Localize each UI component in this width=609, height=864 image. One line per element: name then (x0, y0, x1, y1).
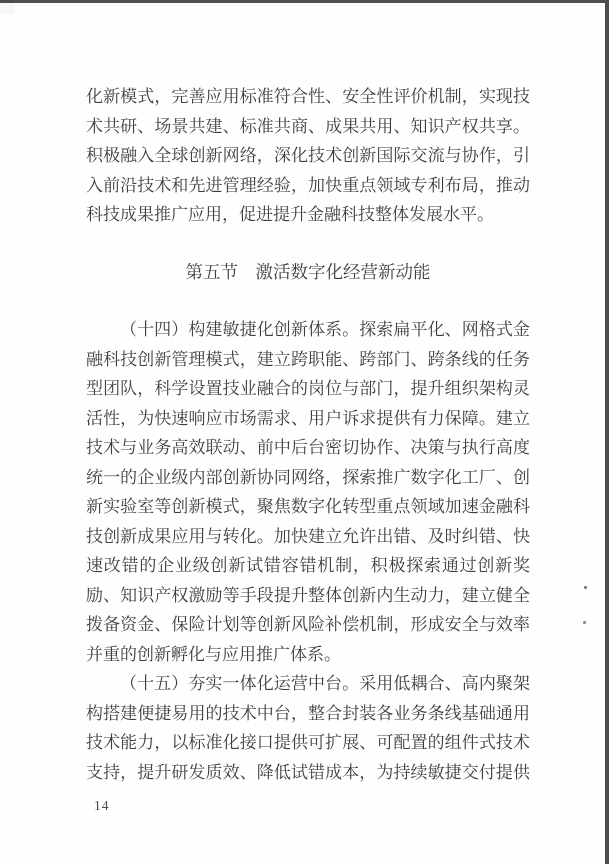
paragraph-14 (86, 315, 530, 669)
paragraph-15 (86, 669, 530, 787)
text-line: 技术能力，以标准化接口提供可扩展、可配置的组件式技术 (86, 733, 530, 752)
text-line: 支持，提升研发质效、降低试错成本，为持续敏捷交付提供 (86, 762, 530, 782)
text-line: 并重的创新孵化与应用推广体系。 (86, 644, 341, 664)
text-line: 技术与业务高效联动、前中后台密切协作、决策与执行高度 (86, 438, 530, 457)
section-heading: 第五节 激活数字化经营新动能 (185, 261, 431, 282)
text-line: 科技成果推广应用，促进提升金融科技整体发展水平。 (86, 205, 494, 224)
text-line: （十五）夯实一体化运营中台。采用低耦合、高内聚架 (120, 674, 530, 693)
text-line: 入前沿技术和先进管理经验，加快重点领域专利布局，推动 (86, 175, 530, 195)
text-line: 励、知识产权激励等手段提升整体创新内生动力，建立健全 (86, 585, 530, 605)
text-line: （十四）构建敏捷化创新体系。探索扁平化、网格式金 (120, 320, 530, 339)
text-line: 活性，为快速响应市场需求、用户诉求提供有力保障。建立 (86, 408, 530, 428)
text-line: 新实验室等创新模式，聚焦数字化转型重点领域加速金融科 (86, 497, 530, 516)
text-line: 技创新成果应用与转化。加快建立允许出错、及时纠错、快 (86, 526, 530, 546)
text-line: 统一的企业级内部创新协同网络，探索推广数字化工厂、创 (86, 467, 530, 487)
text-line: 术共研、场景共建、标准共商、成果共用、知识产权共享。 (86, 116, 530, 136)
paragraph-continuation (86, 82, 530, 230)
scan-artifact (583, 621, 586, 624)
text-line: 积极融入全球创新网络，深化技术创新国际交流与协作，引 (86, 146, 530, 165)
text-line: 化新模式，完善应用标准符合性、安全性评价机制，实现技 (86, 87, 530, 106)
text-line: 构搭建便捷易用的技术中台，整合封装各业务条线基础通用 (86, 703, 530, 723)
text-line: 型团队，科学设置技业融合的岗位与部门，提升组织架构灵 (86, 379, 530, 398)
page-content (86, 82, 530, 787)
scan-edge-right (605, 0, 609, 864)
scan-corner-patch (0, 3, 15, 14)
page-number: 14 (94, 798, 110, 813)
text-line: 拨备资金、保险计划等创新风险补偿机制，形成安全与效率 (86, 615, 530, 634)
scan-artifact (584, 586, 587, 589)
scan-edge-top (0, 0, 609, 3)
text-line: 速改错的企业级创新试错容错机制，积极探索通过创新奖 (86, 556, 530, 575)
text-line: 融科技创新管理模式，建立跨职能、跨部门、跨条线的任务 (86, 349, 530, 369)
